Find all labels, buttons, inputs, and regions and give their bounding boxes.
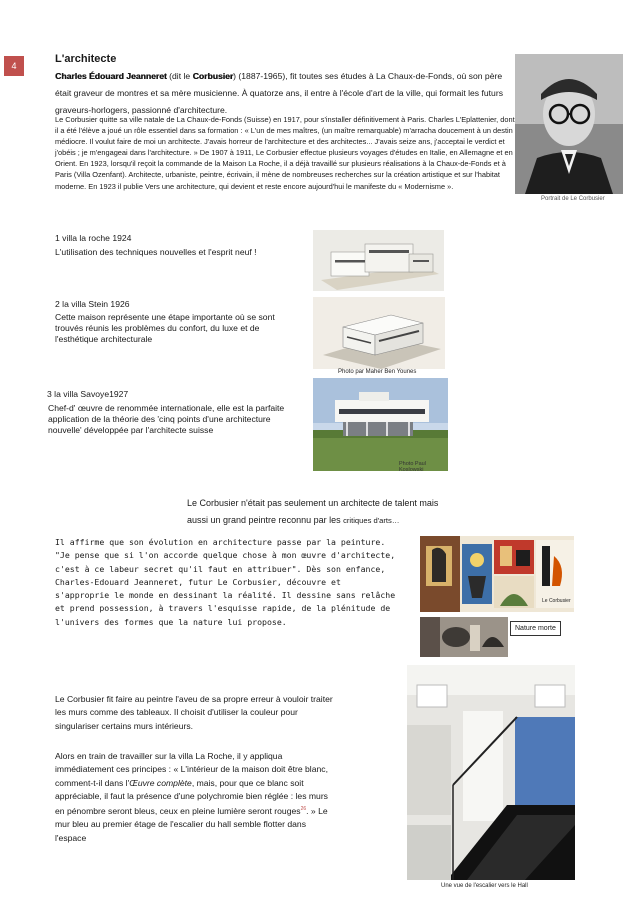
hall-photo-caption: Une vue de l'escalier vers le Hall [441,883,528,889]
villa-3-text: Chef-d' œuvre de renommée internationale, elle est la parfaite application de la théorie des 'cinq points d'une architecture nouvelle' développée par l'architecte suisse [48,403,285,435]
villa-stein-model-image [313,297,445,369]
villa-3-title: 3 la villa Savoye1927 [47,389,129,399]
nature-morte-image [420,617,508,657]
villa-2-title: 2 la villa Stein 1926 [55,299,130,309]
intro-text: ) (1887-1965), fit toutes ses études à La Chaux-de-Fonds, où son père était graveur de montres et sa mère musicienne. À quatorze ans, il entre à l'école d'art de la ville, qui formait les futurs graveurs-horlogers, passionné d'architecture. [55,71,503,115]
villa-savoye-photo [313,378,448,471]
painting-collage [420,536,574,612]
nature-morte-painting [420,617,508,657]
hall-staircase-photo [407,665,575,880]
nature-morte-label: Nature morte [510,621,561,636]
intro-paragraph [55,68,503,119]
savoye-photo-credit: Photo Paul Koslowski [399,461,426,471]
page-number-badge: 4 [4,56,24,76]
section-title: L'architecte [55,53,117,65]
color-para-2-part-b: , mais, pour que ce blanc soit appréciable, il faut la présence d'une polychromie bien réglée : les murs en pénombre seront bleus, ceux en pleine lumière seront rouges [55,777,328,817]
villa-la-roche-photo [313,230,444,291]
quote-line-1: Le Corbusier n'était pas seulement un architecte de talent mais [187,498,439,508]
villa-1-title: 1 villa la roche 1924 [55,233,132,243]
villa-2-text: Cette maison représente une étape importante où se sont trouvés réunis les problèmes du confort, du luxe et de l'esthétique architecturale [55,312,275,344]
biography-paragraph: Le Corbusier quitte sa ville natale de La Chaux-de-Fonds (Suisse) en 1917, pour s'installer définitivement à Paris. Charles L'Eplattenier, dont il a été l'élève a joué un rôle essentiel dans sa formation : « L'un de mes maîtres, (un maître remarquable) m'arracha doucement à un destin médiocre. Il voulut faire de moi un architecte. J'avais horreur de l'architecture et des architectes... J'avais seize ans, j'acceptai le verdict et j'obéis ; je m'engageai dans l'architecture. » De 1907 à 1911, Le Corbusier effectue plusieurs voyages d'études en Italie, en Allemagne et en Orient. En 1923, lorsqu'il reçoit la commande de la Maison La Roche, il a déjà travaillé sur plusieurs réalisations à la Chaux-de-Fonds et à Paris (Villa Ozenfant). Architecte, urbaniste, peintre, écrivain, il mène de nombreuses recherches sur la création artistique et sur l'habitat moderne. En 1923 il publie Vers une architecture, qui devient et reste encore aujourd'hui le manifeste du « Modernisme ». [55,115,515,191]
quote-line-2: aussi un grand peintre reconnu par les [187,515,344,525]
color-para-2-part-a: Alors en train de travailler sur la villa La Roche, il y appliqua immédiatement ces principes : « L'intérieur de la maison doit être blanc, comment-t-il dans l' [55,751,328,788]
painter-paragraph: Il affirme que son évolution en architecture passe par la peinture. "Je pense que si l'on accorde quelque chose à mon œuvre d'architecte, c'est à ce labeur secret qu'il faut en attribuer". Dès son enfance, Charles-Edouard Jeanneret, futur Le Corbusier, découvre et s'approprie le monde en dessinant la réalité. Il dessine sans relâche et prend possession, à travers l'esquisse rapide, de la plénitude de l'univers des formes que la nature lui propose. [55,537,396,627]
villa-stein-photo [313,297,445,369]
color-paragraph-2 [55,750,337,845]
architect-pseudonym: Corbusier [192,71,234,81]
villa-1-text: L'utilisation des techniques nouvelles et l'esprit neuf ! [55,247,257,257]
villa-savoye-image [313,378,448,471]
painter-intro-quote [187,495,507,529]
hall-staircase-image [407,665,575,880]
color-para-2-part-c: . » Le mur bleu au premier étage de l'escalier du hall semble flotter dans l'espace [55,806,328,843]
footnote-mark[interactable]: 26 [300,806,307,813]
architect-name: Charles Édouard Jeanneret [55,71,167,81]
oeuvre-complete-title: Œuvre complète [129,777,192,788]
portrait-caption: Portrait de Le Corbusier [541,196,605,202]
painting-collage-caption: Le Corbusier [542,598,571,604]
portrait-photo [515,54,623,206]
quote-line-2-end: critiques d'arts… [343,516,400,525]
color-paragraph-1: Le Corbusier fit faire au peintre l'aveu de sa propre erreur à vouloir traiter les murs comme des tableaux. Il choisit d'utiliser la couleur pour singulariser certains murs intérieurs. [55,694,333,731]
intro-dit-le: (dit le [166,71,193,81]
stein-photo-credit: Photo par Maher Ben Younes [338,369,417,375]
portrait-image [515,54,623,206]
villa-la-roche-model-image [313,230,444,291]
